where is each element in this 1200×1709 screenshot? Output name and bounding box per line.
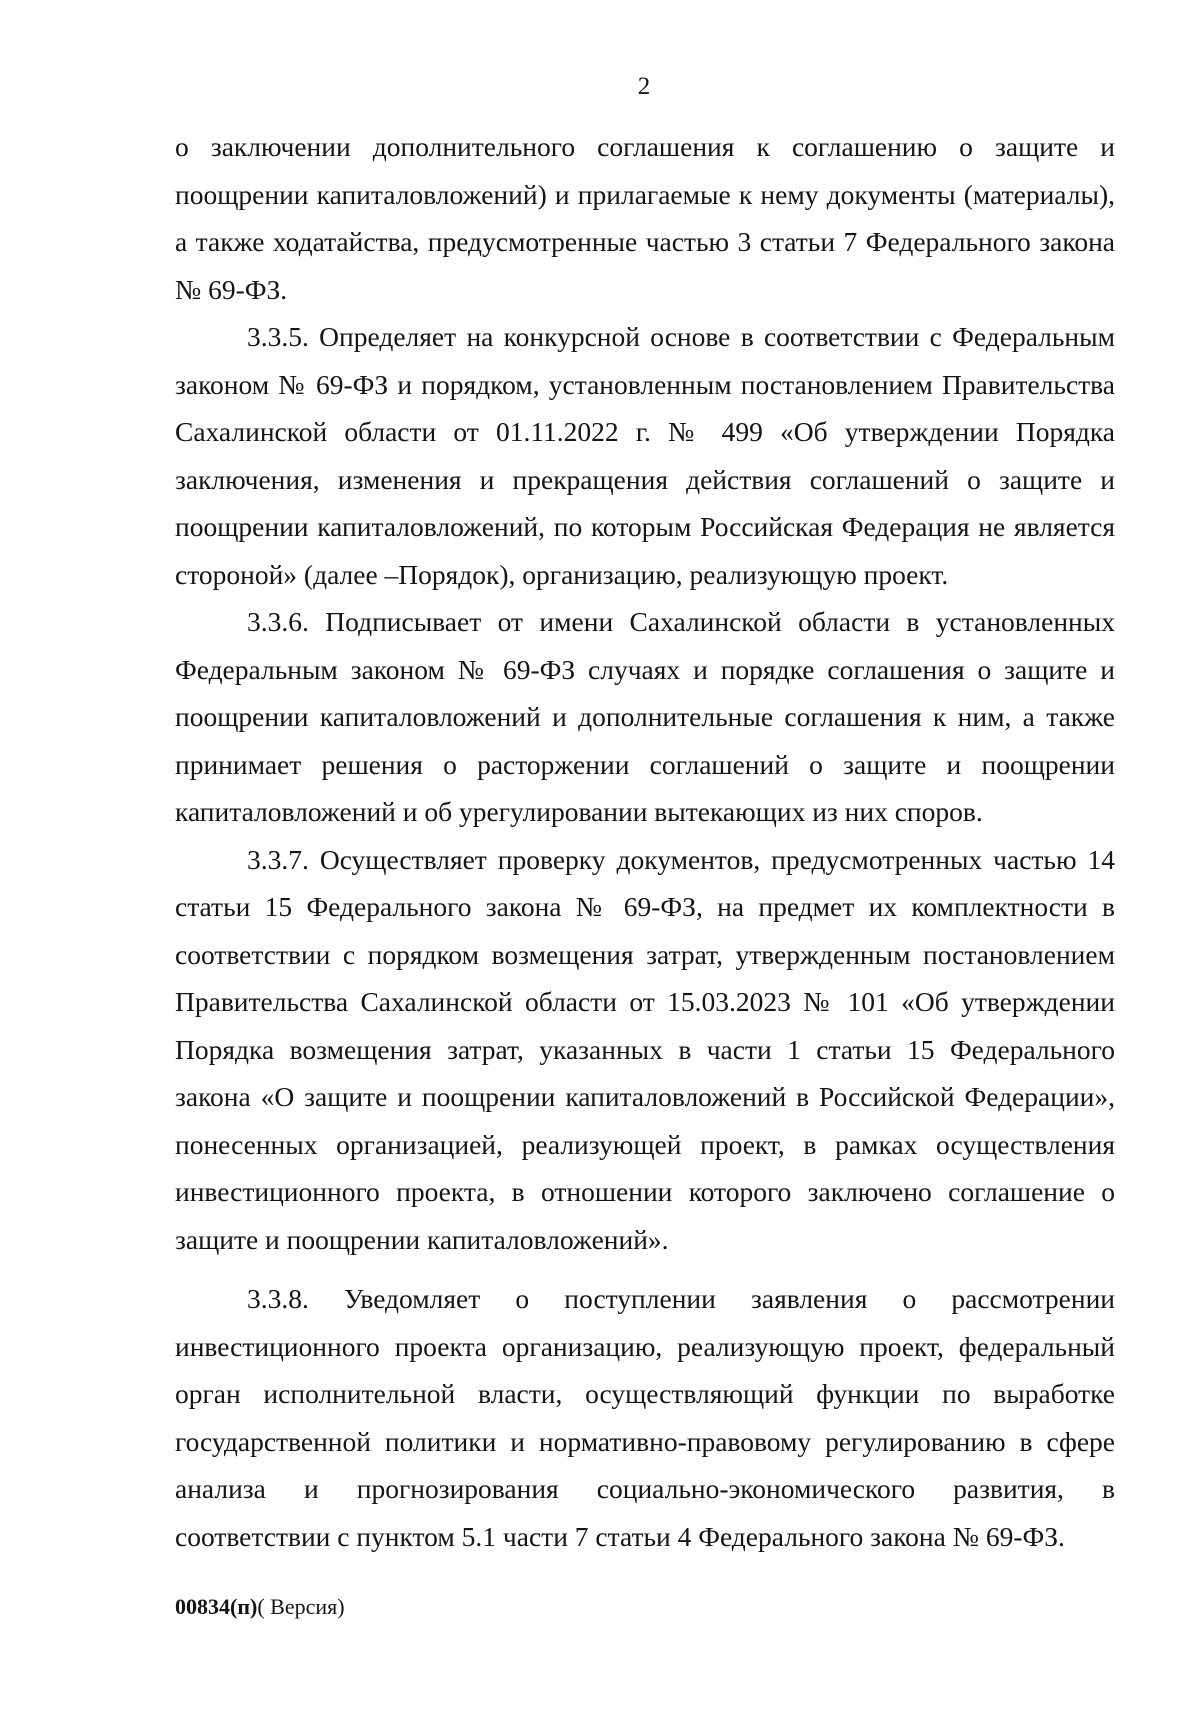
document-code: 00834(п) xyxy=(175,1594,258,1619)
footer-document-code xyxy=(175,1594,345,1620)
paragraph-3-3-5: 3.3.5. Определяет на конкурсной основе в соответствии с Федеральным законом № 69-ФЗ и порядком, установленным постановлением Правительства Сахалинской области от 01.11.2022 г. № 499 «Об утверждении Порядка заключения, изменения и прекращения действия соглашений о защите и поощрении капиталовложений, по которым Российская Федерация не является стороной» (далее –Порядок), организацию, реализующую проект. xyxy=(175,321,1115,590)
document-body xyxy=(175,123,1115,1560)
paragraph-continuation: о заключении дополнительного соглашения к соглашению о защите и поощрении капиталовложений) и прилагаемые к нему документы (материалы), а также ходатайства, предусмотренные частью 3 статьи 7 Федерального закона № 69-ФЗ. xyxy=(175,131,1115,305)
page-number: 2 xyxy=(637,73,651,100)
document-version: ( Версия) xyxy=(257,1594,345,1619)
paragraph-3-3-8: 3.3.8. Уведомляет о поступлении заявления о рассмотрении инвестиционного проекта организацию, реализующую проект, федеральный орган исполнительной власти, осуществляющий функции по выработке государственной политики и нормативно-правовому регулированию в сфере анализа и прогнозирования социально-экономического развития, в соответствии с пунктом 5.1 части 7 статьи 4 Федерального закона № 69-ФЗ. xyxy=(175,1283,1115,1552)
paragraph-3-3-7: 3.3.7. Осуществляет проверку документов, предусмотренных частью 14 статьи 15 Федерального закона № 69-ФЗ, на предмет их комплектности в соответствии с порядком возмещения затрат, утвержденным постановлением Правительства Сахалинской области от 15.03.2023 № 101 «Об утверждении Порядка возмещения затрат, указанных в части 1 статьи 15 Федерального закона «О защите и поощрении капиталовложений в Российской Федерации», понесенных организацией, реализующей проект, в рамках осуществления инвестиционного проекта, в отношении которого заключено соглашение о защите и поощрении капиталовложений». xyxy=(175,843,1115,1255)
paragraph-3-3-6: 3.3.6. Подписывает от имени Сахалинской области в установленных Федеральным законом № 69-ФЗ случаях и порядке соглашения о защите и поощрении капиталовложений и дополнительные соглашения к ним, а также принимает решения о расторжении соглашений о защите и поощрении капиталовложений и об урегулировании вытекающих из них споров. xyxy=(175,606,1115,827)
